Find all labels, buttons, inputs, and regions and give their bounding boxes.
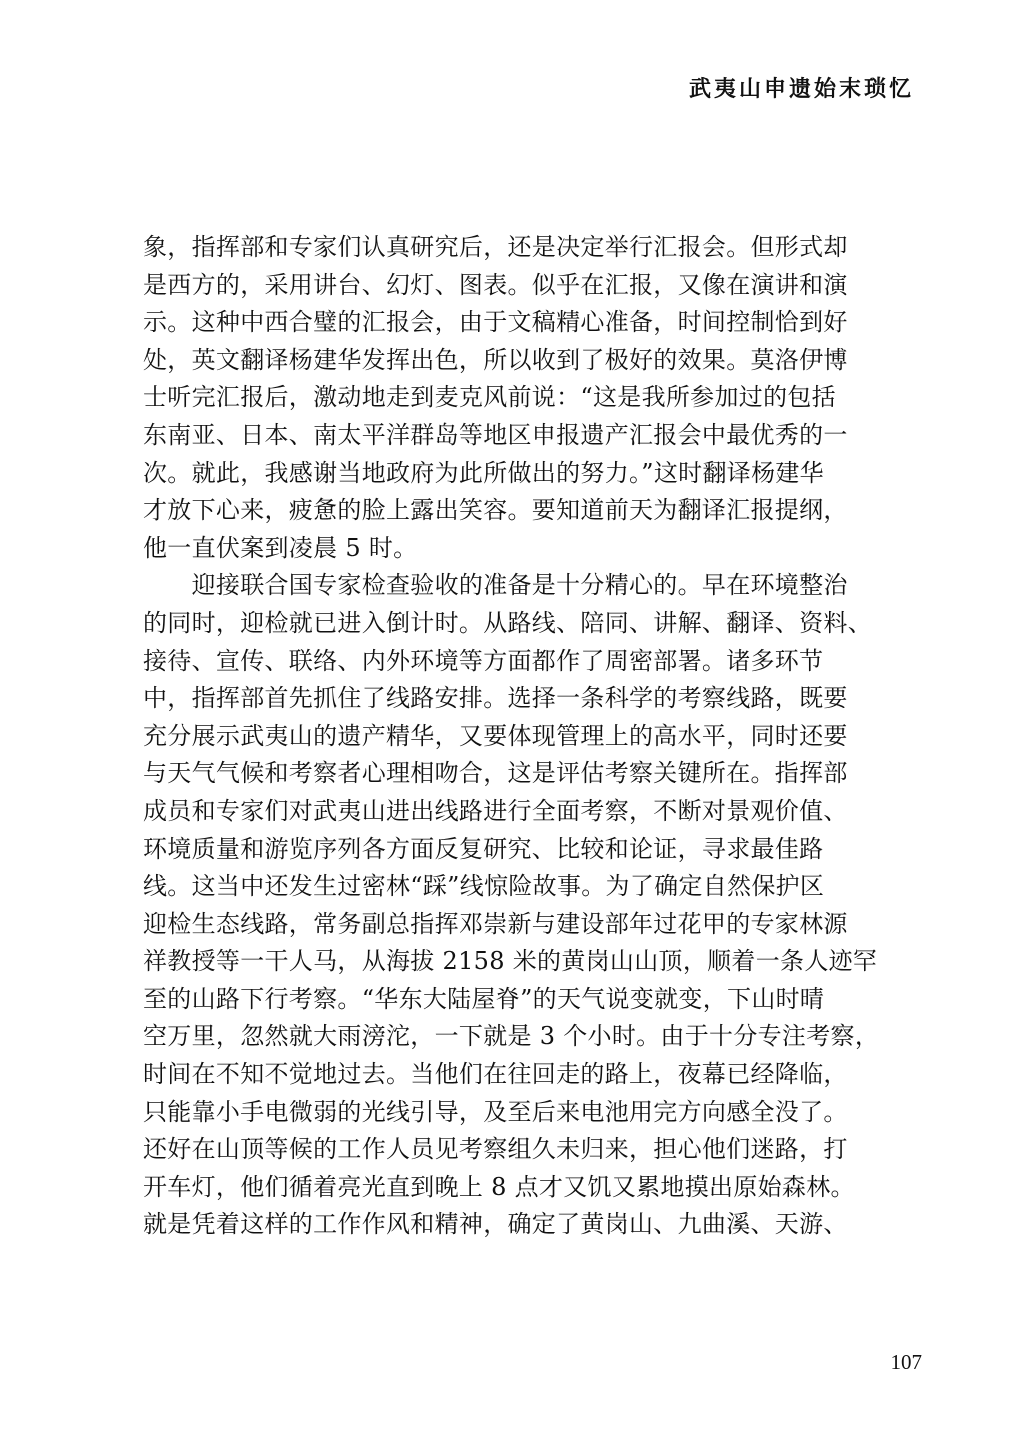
page-number: 107 [890, 1350, 922, 1374]
text-line: 示。这种中西合璧的汇报会，由于文稿精心准备，时间控制恰到好 [143, 308, 848, 337]
text-line: 空万里，忽然就大雨滂沱，一下就是 3 个小时。由于十分专注考察， [143, 1022, 880, 1051]
text-line: 祥教授等一干人马，从海拔 2158 米的黄岗山山顶，顺着一条人迹罕 [143, 947, 878, 976]
text-line: 他一直伏案到凌晨 5 时。 [143, 533, 418, 562]
text-line: 士听完汇报后，激动地走到麦克风前说：“这是我所参加过的包括 [143, 383, 836, 412]
text-line: 是西方的，采用讲台、幻灯、图表。似乎在汇报，又像在演讲和演 [143, 270, 848, 299]
text-line: 还好在山顶等候的工作人员见考察组久未归来，担心他们迷路，打 [143, 1135, 848, 1164]
text-line: 时间在不知不觉地过去。当他们在往回走的路上，夜幕已经降临， [143, 1060, 848, 1089]
text-line: 接待、宣传、联络、内外环境等方面都作了周密部署。诸多环节 [143, 646, 824, 675]
running-head-title: 武夷山申遗始末琐忆 [688, 76, 914, 102]
text-line: 次。就此，我感谢当地政府为此所做出的努力。”这时翻译杨建华 [143, 458, 824, 487]
text-line: 处，英文翻译杨建华发挥出色，所以收到了极好的效果。莫洛伊博 [143, 345, 848, 374]
text-line: 与天气气候和考察者心理相吻合，这是评估考察关键所在。指挥部 [143, 759, 848, 788]
text-line: 至的山路下行考察。“华东大陆屋脊”的天气说变就变，下山时晴 [143, 984, 825, 1013]
text-line: 的同时，迎检就已进入倒计时。从路线、陪同、讲解、翻译、资料、 [143, 608, 872, 637]
text-line: 迎接联合国专家检查验收的准备是十分精心的。早在环境整治 [143, 571, 848, 600]
text-line: 迎检生态线路，常务副总指挥邓崇新与建设部年过花甲的专家林源 [143, 909, 848, 938]
text-line: 中，指挥部首先抓住了线路安排。选择一条科学的考察线路，既要 [143, 684, 848, 713]
text-line: 东南亚、日本、南太平洋群岛等地区申报遗产汇报会中最优秀的一 [143, 420, 848, 449]
text-line: 环境质量和游览序列各方面反复研究、比较和论证，寻求最佳路 [143, 834, 824, 863]
text-line: 开车灯，他们循着亮光直到晚上 8 点才又饥又累地摸出原始森林。 [143, 1172, 855, 1201]
text-line: 成员和专家们对武夷山进出线路进行全面考察，不断对景观价值、 [143, 796, 848, 825]
text-line: 线。这当中还发生过密林“踩”线惊险故事。为了确定自然保护区 [143, 872, 825, 901]
text-line: 象，指挥部和专家们认真研究后，还是决定举行汇报会。但形式却 [143, 233, 848, 261]
text-line: 就是凭着这样的工作作风和精神，确定了黄岗山、九曲溪、天游、 [143, 1210, 848, 1239]
text-line: 充分展示武夷山的遗产精华，又要体现管理上的高水平，同时还要 [143, 721, 848, 750]
body-text [143, 229, 883, 1244]
text-line: 只能靠小手电微弱的光线引导，及至后来电池用完方向感全没了。 [143, 1097, 848, 1126]
text-line: 才放下心来，疲惫的脸上露出笑容。要知道前天为翻译汇报提纲， [143, 496, 848, 525]
